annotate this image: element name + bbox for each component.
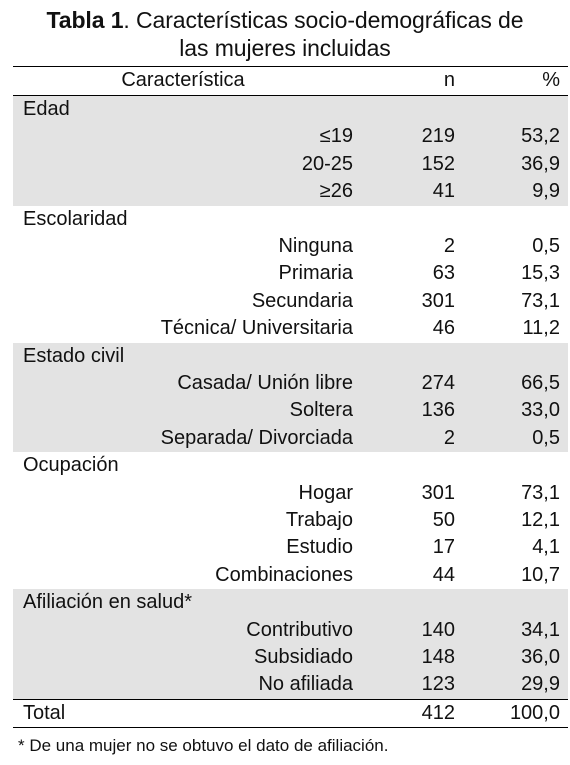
row-n-value: 50 — [432, 509, 455, 531]
table-row — [13, 178, 568, 205]
row-percent-value: 66,5 — [521, 372, 560, 394]
column-header-characteristic: Característica — [121, 69, 245, 91]
table-row — [13, 315, 568, 342]
row-label: 20-25 — [301, 152, 353, 175]
table-row — [13, 260, 568, 287]
group-row — [13, 96, 568, 123]
row-label: Subsidiado — [254, 646, 353, 668]
group-row — [13, 343, 568, 370]
row-n-value: 301 — [421, 481, 455, 504]
table-title-text: . Características socio-demográficas de — [123, 7, 524, 33]
row-n-value: 148 — [421, 646, 455, 668]
total-percent-value: 100,0 — [509, 701, 560, 724]
row-percent-value: 53,2 — [521, 125, 560, 148]
table-title-line-1 — [0, 6, 570, 34]
total-row — [13, 700, 568, 727]
row-n-value: 2 — [443, 235, 455, 257]
row-percent-value: 10,7 — [521, 563, 560, 586]
table-row — [13, 644, 568, 671]
table-row — [13, 425, 568, 452]
row-percent-value: 4,1 — [532, 536, 560, 559]
row-label: Trabajo — [285, 509, 353, 531]
table-row — [13, 617, 568, 644]
table-row — [13, 123, 568, 150]
table-row — [13, 370, 568, 397]
group-name: Escolaridad — [23, 207, 128, 230]
row-label: Ninguna — [278, 235, 353, 257]
row-n-value: 274 — [421, 372, 455, 394]
row-percent-value: 36,9 — [521, 152, 560, 175]
table-title-line-2: las mujeres incluidas — [179, 35, 391, 61]
row-n-value: 152 — [421, 152, 455, 175]
row-percent-value: 11,2 — [522, 317, 560, 340]
row-percent-value: 12,1 — [521, 509, 560, 531]
row-n-value: 219 — [421, 125, 455, 148]
row-percent-value: 0,5 — [532, 235, 560, 257]
row-percent-value: 73,1 — [521, 289, 560, 312]
row-label: ≥26 — [319, 180, 353, 203]
row-n-value: 123 — [421, 673, 455, 696]
group-name: Afiliación en salud* — [23, 591, 192, 614]
row-label: Estudio — [286, 536, 353, 559]
table-number: Tabla 1 — [46, 7, 124, 33]
group-row — [13, 589, 568, 616]
row-n-value: 136 — [421, 399, 455, 422]
total-label: Total — [23, 701, 66, 724]
row-label: No afiliada — [258, 673, 353, 696]
table-row — [13, 507, 568, 534]
row-percent-value: 73,1 — [521, 481, 560, 504]
table-row — [13, 534, 568, 561]
row-label: Soltera — [289, 399, 353, 422]
row-percent-value: 15,3 — [521, 262, 560, 285]
row-percent-value: 34,1 — [521, 618, 560, 641]
table-row — [13, 671, 568, 698]
row-n-value: 46 — [432, 317, 455, 340]
row-label: Contributivo — [246, 618, 353, 641]
table-footnote: * De una mujer no se obtuvo el dato de afiliación. — [18, 736, 389, 755]
table-header-row — [13, 67, 568, 94]
total-n-value: 412 — [421, 701, 455, 724]
row-label: Casada/ Unión libre — [177, 372, 353, 394]
row-percent-value: 0,5 — [532, 426, 560, 449]
row-label: Secundaria — [251, 289, 353, 312]
table-row — [13, 397, 568, 424]
row-percent-value: 33,0 — [521, 399, 560, 422]
column-header-n: n — [443, 69, 455, 91]
row-n-value: 2 — [443, 426, 455, 449]
table-row — [13, 288, 568, 315]
row-n-value: 301 — [421, 289, 455, 312]
table-row — [13, 233, 568, 260]
row-n-value: 140 — [421, 618, 455, 641]
row-label: Primaria — [278, 262, 353, 285]
table-row — [13, 480, 568, 507]
row-percent-value: 9,9 — [532, 180, 560, 203]
row-n-value: 41 — [432, 180, 455, 203]
table-row — [13, 151, 568, 178]
row-label: Técnica/ Universitaria — [160, 317, 353, 340]
row-n-value: 44 — [432, 563, 455, 586]
row-label: Hogar — [298, 481, 353, 504]
bottom-rule — [13, 727, 568, 728]
row-label: Separada/ Divorciada — [160, 426, 353, 449]
row-label: ≤19 — [319, 125, 353, 148]
row-label: Combinaciones — [215, 563, 353, 586]
row-n-value: 63 — [432, 262, 455, 285]
table-title — [0, 6, 570, 62]
group-row — [13, 206, 568, 233]
column-header-percent: % — [542, 69, 560, 91]
row-percent-value: 36,0 — [521, 646, 560, 668]
group-row — [13, 452, 568, 479]
group-name: Estado civil — [23, 344, 125, 367]
row-n-value: 17 — [432, 536, 455, 559]
row-percent-value: 29,9 — [521, 673, 560, 696]
table-row — [13, 562, 568, 589]
group-name: Edad — [23, 98, 70, 120]
group-name: Ocupación — [23, 454, 119, 477]
